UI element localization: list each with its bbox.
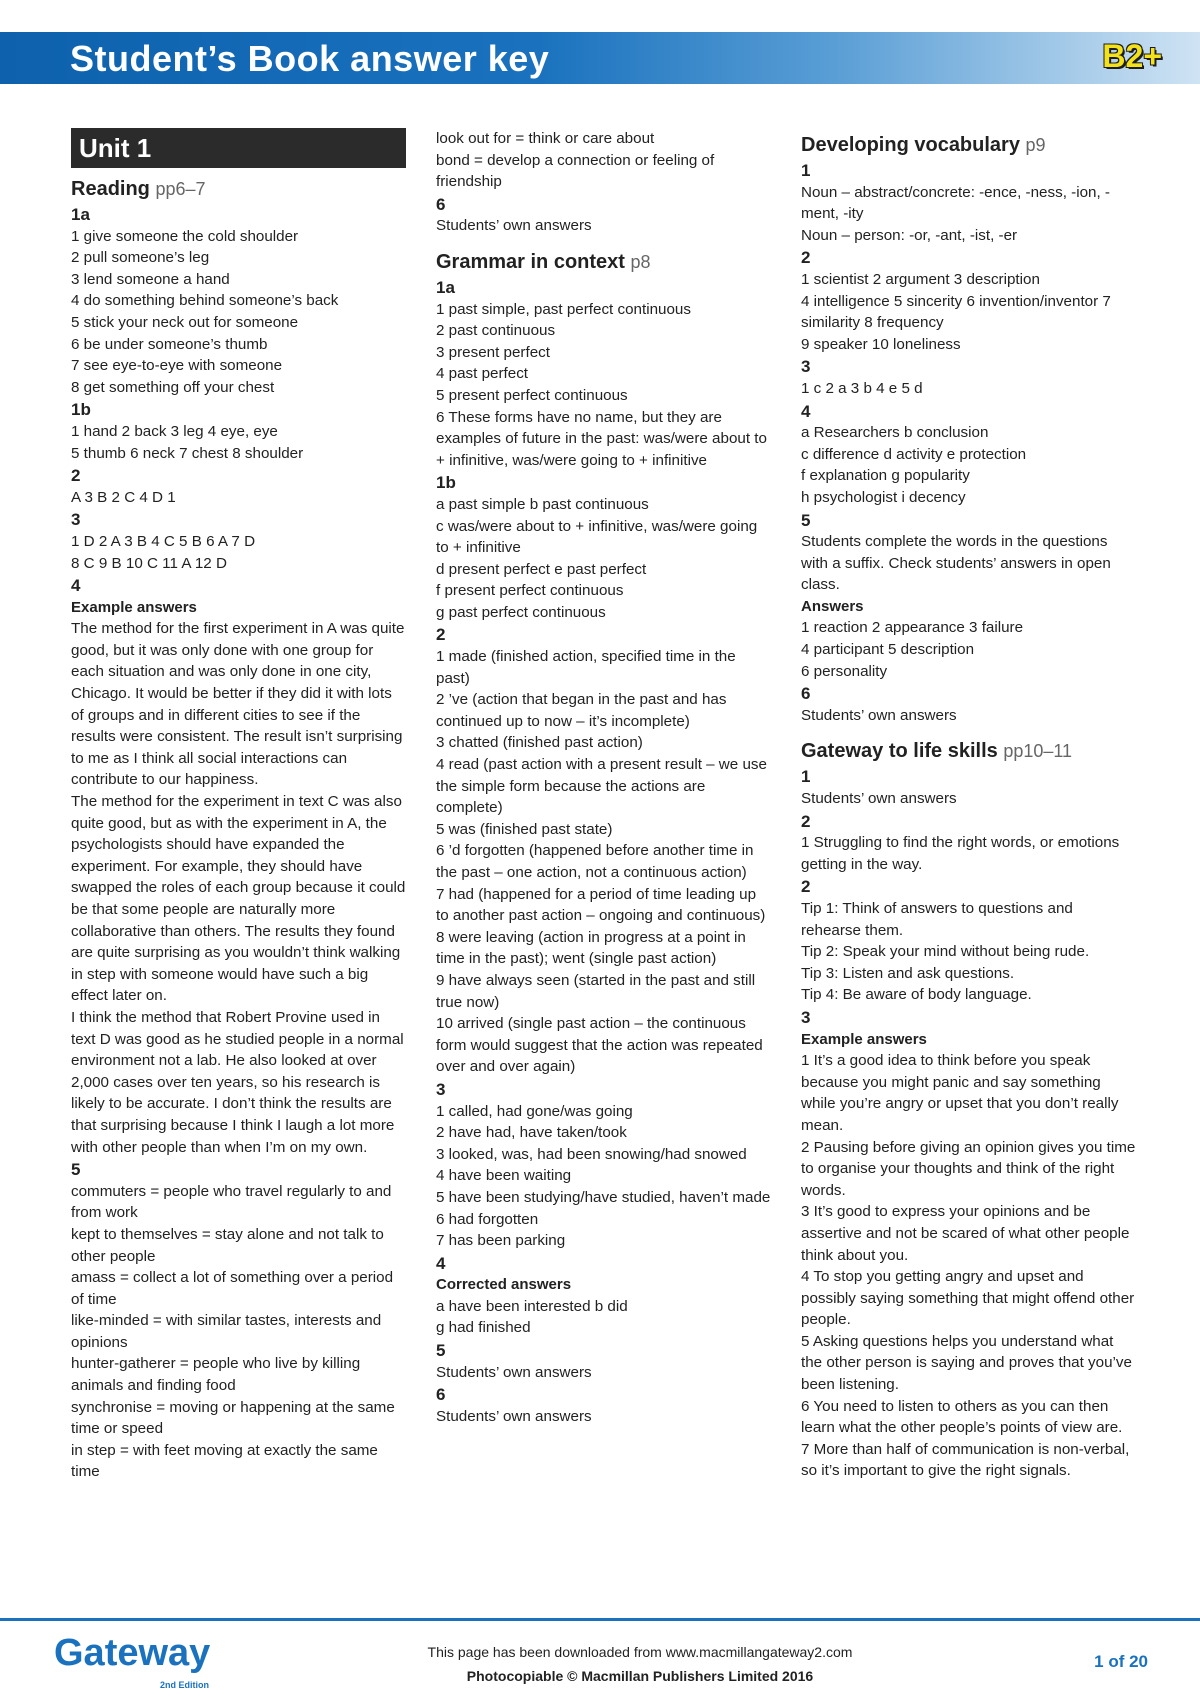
exercise-number: 6 bbox=[436, 1385, 446, 1405]
answer-line: Students complete the words in the questions with a suffix. Check students’ answers in open class. bbox=[801, 533, 1111, 594]
answer-line: The method for the first experiment in A was quite good, but it was only done with one group for each situation and was only done in one city, Chicago. It would be better if they did it with lots of groups and in different cities to see if the results were consistent. The result isn’t surprising to me as I think all social interactions can contribute to our happiness. bbox=[71, 620, 405, 789]
answer-line: 6 ’d forgotten (happened before another time in the past – one action, not a continuous action) bbox=[436, 842, 754, 881]
answer-line: 2 past continuous bbox=[436, 322, 556, 340]
section-heading-vocabulary bbox=[801, 132, 1136, 159]
answer-line: like-minded = with similar tastes, interests and opinions bbox=[71, 1312, 382, 1351]
answer-line: 8 get something off your chest bbox=[71, 378, 275, 396]
answer-line: c difference d activity e protection bbox=[801, 445, 1027, 463]
answer-line: 4 intelligence 5 sincerity 6 invention/inventor 7 similarity 8 frequency bbox=[801, 292, 1111, 332]
answer-line: 1 scientist 2 argument 3 description bbox=[801, 270, 1040, 288]
answer-line: A 3 B 2 C 4 D 1 bbox=[71, 488, 176, 506]
answer-line: 5 Asking questions helps you understand what the other person is saying and proves that you’ve been listening. bbox=[801, 1332, 1132, 1394]
answer-line: 5 present perfect continuous bbox=[436, 386, 628, 404]
answer-line: 5 thumb 6 neck 7 chest 8 shoulder bbox=[71, 444, 304, 462]
answer-line: 1 called, had gone/was going bbox=[436, 1102, 633, 1120]
answer-line: g past perfect continuous bbox=[436, 603, 606, 621]
answer-line: 3 looked, was, had been snowing/had snowed bbox=[436, 1145, 747, 1163]
section-pages: pp6–7 bbox=[155, 179, 206, 199]
answer-line: 10 arrived (single past action – the continuous form would suggest that the action was repeated over and over again) bbox=[436, 1015, 763, 1076]
answer-line: a past simple b past continuous bbox=[436, 495, 649, 513]
answer-line: 3 lend someone a hand bbox=[71, 270, 230, 288]
exercise-number: 4 bbox=[436, 1253, 446, 1273]
exercise-number: 1 bbox=[801, 767, 811, 787]
answer-line: 1 Struggling to find the right words, or emotions getting in the way. bbox=[801, 834, 1120, 873]
header-banner bbox=[0, 32, 1200, 84]
answer-line: f present perfect continuous bbox=[436, 582, 624, 600]
section-title: Reading bbox=[71, 178, 150, 200]
subheading: Example answers bbox=[71, 598, 197, 616]
section-title: Grammar in context bbox=[436, 250, 625, 273]
exercise-number: 3 bbox=[801, 357, 811, 377]
answer-line: 1 D 2 A 3 B 4 C 5 B 6 A 7 D bbox=[71, 532, 256, 550]
answer-line: 3 chatted (finished past action) bbox=[436, 734, 643, 752]
answer-line: 1 It’s a good idea to think before you speak because you might panic and say something while you’re angry or upset that you don’t really mean. bbox=[801, 1052, 1119, 1134]
answer-line: Students’ own answers bbox=[436, 1363, 592, 1381]
exercise-number: 1b bbox=[436, 473, 456, 493]
answer-list bbox=[436, 277, 771, 1427]
exercise-number: 2 bbox=[801, 877, 811, 897]
answer-list bbox=[71, 204, 406, 1483]
answer-line: 2 Pausing before giving an opinion gives you time to organise your thoughts and think of the right words. bbox=[801, 1138, 1136, 1199]
answer-line: 6 be under someone’s thumb bbox=[71, 335, 268, 353]
subheading: Answers bbox=[801, 597, 864, 615]
exercise-number: 2 bbox=[436, 625, 446, 645]
answer-line: Noun – person: -or, -ant, -ist, -er bbox=[801, 226, 1018, 244]
answer-line: 7 has been parking bbox=[436, 1232, 566, 1250]
section-heading-reading bbox=[71, 176, 406, 203]
answer-list bbox=[801, 766, 1136, 1482]
exercise-number: 2 bbox=[801, 811, 811, 831]
answer-line: in step = with feet moving at exactly the same time bbox=[71, 1441, 378, 1481]
exercise-number: 1 bbox=[801, 161, 811, 180]
answer-line: Students’ own answers bbox=[436, 1407, 592, 1425]
answer-line: d present perfect e past perfect bbox=[436, 560, 647, 578]
answer-line: 4 read (past action with a present result – we use the simple form because the actions are complete) bbox=[436, 756, 767, 817]
answer-line: 8 were leaving (action in progress at a point in time in the past); went (single past action) bbox=[436, 928, 746, 968]
exercise-number: 3 bbox=[801, 1007, 811, 1027]
answer-line: I think the method that Robert Provine used in text D was good as he studied people in a normal environment not a lab. He also looked at over 2,000 cases over ten years, so his research is likely to be accurate. I don’t think the results are that surprising because I think I laugh a lot more with other people than when I’m on my own. bbox=[71, 1008, 404, 1156]
level-badge: B2+ bbox=[1102, 38, 1162, 74]
answer-line: 3 present perfect bbox=[436, 343, 550, 361]
answer-line: 1 past simple, past perfect continuous bbox=[436, 300, 691, 318]
answer-line: Tip 1: Think of answers to questions and rehearse them. bbox=[801, 900, 1073, 939]
exercise-number: 3 bbox=[71, 510, 81, 530]
answer-line: Students’ own answers bbox=[801, 790, 957, 808]
answer-line: 4 do something behind someone’s back bbox=[71, 292, 339, 310]
answer-line: 4 To stop you getting angry and upset and possibly saying something that might offend other people. bbox=[801, 1268, 1135, 1329]
answer-line: 1 hand 2 back 3 leg 4 eye, eye bbox=[71, 422, 278, 440]
answer-list bbox=[801, 160, 1136, 726]
answer-line: 2 pull someone’s leg bbox=[71, 249, 210, 267]
answer-line: The method for the experiment in text C was also quite good, but as with the experiment in A, the psychologists should have expanded the experiment. For example, they should have swapped the roles of each group because it could be that some people are naturally more collaborative than others. The results they found are quite surprising as you wouldn’t think walking in step with someone would have such a big effect later on. bbox=[71, 793, 406, 1005]
answer-line: 1 c 2 a 3 b 4 e 5 d bbox=[801, 379, 923, 397]
column-3 bbox=[801, 128, 1136, 1482]
answer-list bbox=[436, 128, 771, 237]
gateway-logo: Gateway bbox=[54, 1632, 211, 1674]
exercise-number: 5 bbox=[436, 1341, 446, 1361]
answer-line: 1 made (finished action, specified time in the past) bbox=[436, 648, 736, 687]
answer-line: commuters = people who travel regularly to and from work bbox=[71, 1182, 392, 1222]
exercise-number: 1a bbox=[71, 205, 90, 224]
unit-heading: Unit 1 bbox=[71, 128, 406, 168]
subheading: Corrected answers bbox=[436, 1276, 572, 1294]
exercise-number: 6 bbox=[801, 684, 811, 704]
answer-line: a Researchers b conclusion bbox=[801, 424, 989, 442]
section-title: Gateway to life skills bbox=[801, 740, 998, 763]
exercise-number: 3 bbox=[436, 1079, 446, 1099]
answer-line: f explanation g popularity bbox=[801, 467, 970, 485]
section-heading-life-skills bbox=[801, 738, 1136, 765]
answer-line: h psychologist i decency bbox=[801, 488, 966, 506]
answer-line: 1 give someone the cold shoulder bbox=[71, 227, 299, 245]
answer-line: 4 past perfect bbox=[436, 365, 529, 383]
answer-line: 2 have had, have taken/took bbox=[436, 1124, 627, 1142]
answer-line: 1 reaction 2 appearance 3 failure bbox=[801, 619, 1024, 637]
footer-divider bbox=[0, 1618, 1200, 1621]
page-number: 1 of 20 bbox=[1094, 1652, 1148, 1671]
answer-line: 5 was (finished past state) bbox=[436, 820, 613, 838]
answer-line: bond = develop a connection or feeling of friendship bbox=[436, 151, 715, 191]
edition-label: 2nd Edition bbox=[160, 1680, 209, 1690]
subheading: Example answers bbox=[801, 1030, 927, 1048]
section-heading-grammar bbox=[436, 249, 771, 276]
column-2 bbox=[436, 128, 771, 1427]
answer-line: Tip 3: Listen and ask questions. bbox=[801, 964, 1015, 982]
answer-line: amass = collect a lot of something over a period of time bbox=[71, 1269, 394, 1308]
section-pages: p8 bbox=[630, 251, 651, 272]
answer-line: 6 personality bbox=[801, 662, 888, 680]
answer-line: c was/were about to + infinitive, was/were going to + infinitive bbox=[436, 517, 758, 557]
answer-line: 3 It’s good to express your opinions and be assertive and not be scared of what other people think about you. bbox=[801, 1203, 1130, 1264]
answer-line: a have been interested b did bbox=[436, 1297, 628, 1315]
section-pages: pp10–11 bbox=[1003, 741, 1073, 762]
exercise-number: 5 bbox=[801, 510, 811, 530]
footer-notice bbox=[380, 1640, 900, 1688]
answer-line: Students’ own answers bbox=[436, 217, 592, 235]
exercise-number: 4 bbox=[801, 401, 811, 421]
answer-line: 6 had forgotten bbox=[436, 1210, 539, 1228]
answer-line: 6 You need to listen to others as you can then learn what the other people’s points of view are. bbox=[801, 1397, 1123, 1437]
answer-line: 8 C 9 B 10 C 11 A 12 D bbox=[71, 554, 227, 572]
exercise-number: 4 bbox=[71, 576, 81, 596]
answer-line: 7 had (happened for a period of time leading up to another past action – ongoing and continuous) bbox=[436, 885, 766, 925]
answer-line: 5 stick your neck out for someone bbox=[71, 313, 299, 331]
exercise-number: 2 bbox=[71, 466, 81, 486]
answer-line: look out for = think or care about bbox=[436, 130, 655, 147]
exercise-number: 1b bbox=[71, 400, 91, 420]
answer-line: 5 have been studying/have studied, haven’t made bbox=[436, 1188, 771, 1206]
download-note: This page has been downloaded from www.macmillangateway2.com bbox=[427, 1644, 853, 1660]
answer-line: Noun – abstract/concrete: -ence, -ness, -ion, -ment, -ity bbox=[801, 183, 1110, 223]
exercise-number: 1a bbox=[436, 277, 455, 297]
answer-line: 7 More than half of communication is non-verbal, so it’s important to give the right signals. bbox=[801, 1440, 1130, 1480]
answer-line: Students’ own answers bbox=[801, 706, 957, 724]
exercise-number: 6 bbox=[436, 194, 446, 214]
section-pages: p9 bbox=[1025, 135, 1046, 155]
exercise-number: 5 bbox=[71, 1160, 81, 1180]
answer-line: Tip 2: Speak your mind without being rude. bbox=[801, 943, 1090, 961]
column-1 bbox=[71, 128, 406, 1483]
answer-line: 9 have always seen (started in the past and still true now) bbox=[436, 971, 756, 1011]
answer-line: 6 These forms have no name, but they are examples of future in the past: was/were about to + infinitive, was/were going to + infinitive bbox=[436, 408, 767, 469]
page-title: Student’s Book answer key bbox=[70, 38, 550, 79]
answer-line: g had finished bbox=[436, 1319, 531, 1337]
answer-line: 2 ’ve (action that began in the past and has continued up to now – it’s incomplete) bbox=[436, 691, 727, 730]
answer-line: kept to themselves = stay alone and not talk to other people bbox=[71, 1225, 384, 1265]
answer-line: 7 see eye-to-eye with someone bbox=[71, 357, 283, 375]
exercise-number: 2 bbox=[801, 248, 811, 268]
answer-line: Tip 4: Be aware of body language. bbox=[801, 986, 1032, 1004]
answer-line: 4 have been waiting bbox=[436, 1167, 572, 1185]
answer-line: synchronise = moving or happening at the same time or speed bbox=[71, 1398, 395, 1438]
answer-line: hunter-gatherer = people who live by killing animals and finding food bbox=[71, 1355, 361, 1395]
answer-line: 9 speaker 10 loneliness bbox=[801, 335, 961, 353]
answer-line: 4 participant 5 description bbox=[801, 641, 975, 659]
section-title: Developing vocabulary bbox=[801, 134, 1020, 156]
copyright-note: Photocopiable © Macmillan Publishers Limited 2016 bbox=[466, 1668, 814, 1684]
